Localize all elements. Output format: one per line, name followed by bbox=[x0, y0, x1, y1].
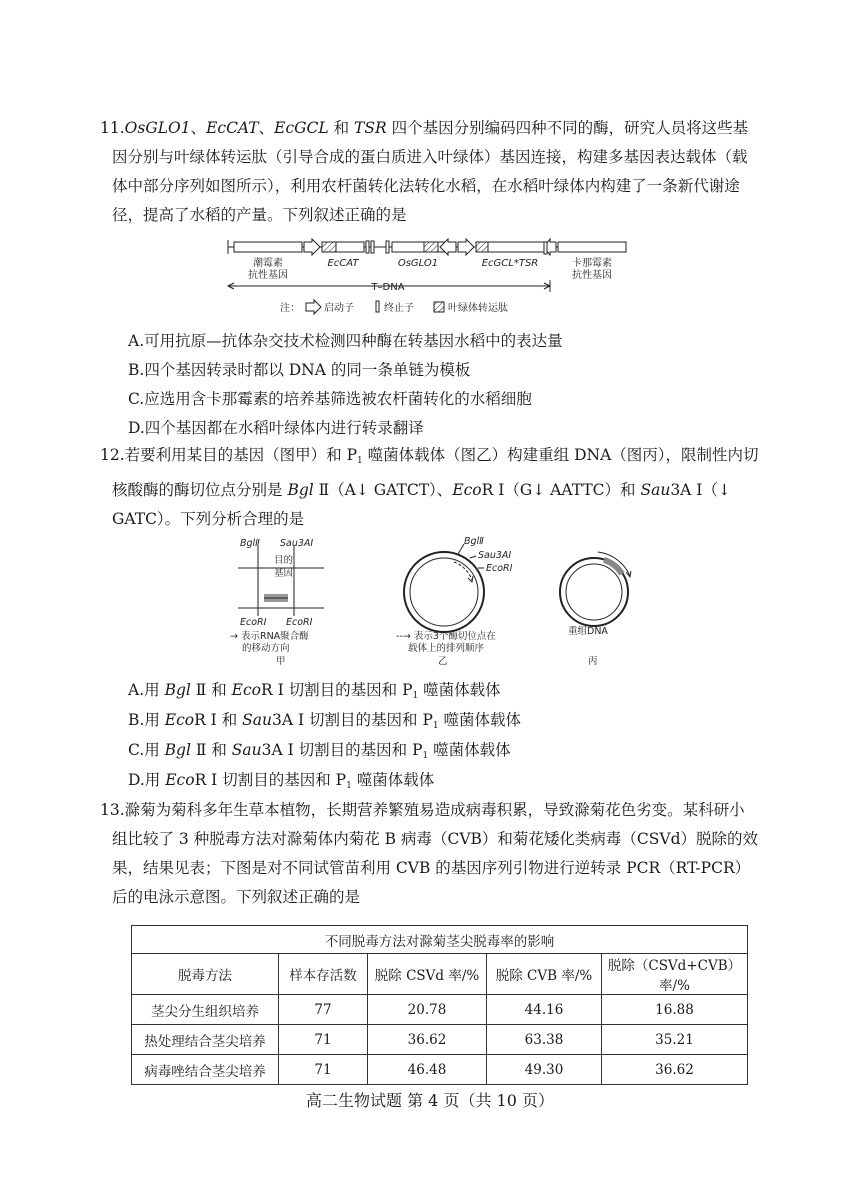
jia-caption: 甲 bbox=[276, 656, 286, 667]
table-caption-row bbox=[132, 926, 748, 954]
gene-name: TSR bbox=[354, 119, 387, 137]
vector-diagram bbox=[220, 236, 640, 316]
table-cell: 71 bbox=[279, 1025, 368, 1055]
table-header: 脱除 CVB 率/% bbox=[487, 954, 602, 995]
option-text: Ⅱ 和 bbox=[190, 741, 232, 759]
gene-name: EcGCL bbox=[274, 119, 329, 137]
question-number: 13. bbox=[100, 801, 125, 819]
option-text: R Ⅰ 和 bbox=[194, 711, 243, 729]
table-header-row bbox=[132, 954, 748, 995]
option-text: R Ⅰ 切割目的基因和 P bbox=[261, 681, 413, 699]
separator: 、 bbox=[258, 119, 275, 137]
option-text: Ⅱ 和 bbox=[190, 681, 232, 699]
question-number: 12. bbox=[100, 446, 125, 464]
conjunction: 和 bbox=[328, 119, 355, 137]
enzyme-name: Sau bbox=[640, 481, 671, 499]
question-text: ↓ GATCT）、 bbox=[355, 481, 453, 499]
option-text: 3A Ⅰ 切割目的基因和 P bbox=[261, 741, 423, 759]
question-text: ↓ GATC）。下列分析合理的是 bbox=[112, 481, 731, 528]
jia-gene-label-1: 目的 bbox=[274, 555, 294, 566]
osGLO1-label: OsGLO1 bbox=[397, 258, 439, 269]
question-text: 噬菌体载体（图乙）构建重组 DNA（图丙），限制性内切核酸酶的酶切位点分别是 bbox=[112, 446, 759, 499]
option-text: 噬菌体载体 bbox=[418, 681, 501, 699]
enzyme-name: Eco bbox=[452, 481, 482, 499]
enzyme-name: Sau bbox=[242, 711, 272, 729]
table-cell: 茎尖分生组织培养 bbox=[132, 995, 279, 1025]
separator: 、 bbox=[190, 119, 207, 137]
table-cell: 病毒唑结合茎尖培养 bbox=[132, 1055, 279, 1085]
option-text: 噬菌体载体 bbox=[428, 741, 511, 759]
option-text: 噬菌体载体 bbox=[351, 771, 435, 789]
jia-eco-label-2: EcoRⅠ bbox=[286, 617, 313, 628]
enzyme-name: Sau bbox=[231, 741, 262, 759]
table-header: 样本存活数 bbox=[279, 954, 368, 995]
enzyme-name: Bgl bbox=[164, 741, 191, 759]
table-cell: 热处理结合茎尖培养 bbox=[132, 1025, 279, 1055]
option-b: B.四个基因转录时都以 DNA 的同一条单链为模板 bbox=[128, 361, 471, 379]
question-11 bbox=[100, 114, 760, 230]
table-header: 脱除 CSVd 率/% bbox=[368, 954, 487, 995]
yi-eco-label: EcoRⅠ bbox=[486, 563, 513, 574]
table-cell: 63.38 bbox=[487, 1025, 602, 1055]
table-cell: 16.88 bbox=[602, 995, 748, 1025]
enzyme-name: Bgl bbox=[287, 481, 314, 499]
yi-note-2: 载体上的排列顺序 bbox=[408, 643, 485, 654]
table-cell: 35.21 bbox=[602, 1025, 748, 1055]
tdna-label: T–DNA bbox=[371, 282, 405, 293]
promoter-icon bbox=[306, 300, 321, 314]
table-header: 脱毒方法 bbox=[132, 954, 279, 995]
option-text: 3A Ⅰ 切割目的基因和 P bbox=[272, 711, 433, 729]
table-cell: 20.78 bbox=[368, 995, 487, 1025]
legend-promoter: 启动子 bbox=[324, 303, 354, 314]
kan-label-1: 卡那霉素 bbox=[572, 258, 612, 269]
table-cell: 36.62 bbox=[602, 1055, 748, 1085]
option-a: A.可用抗原—抗体杂交技术检测四种酶在转基因水稻中的表达量 bbox=[128, 332, 563, 350]
question-text: 3A Ⅰ（ bbox=[670, 481, 718, 499]
table-row bbox=[132, 1025, 748, 1055]
bing-caption: 丙 bbox=[588, 656, 598, 667]
hyg-label-1: 潮霉素 bbox=[253, 258, 283, 269]
question-text: 四个基因分别编码四种不同的酶，研究人员将这些基因分别与叶绿体转运肽（引导合成的蛋白质进入叶绿体）基因连接，构建多基因表达载体（载体中部分序列如图所示），利用农杆菌转化法转化水稻，在水稻叶绿体内构建了一条新代谢途径，提高了水稻的产量。下列叙述正确的是 bbox=[112, 119, 749, 224]
option-d: D.四个基因都在水稻叶绿体内进行转录翻译 bbox=[128, 419, 424, 437]
option-text: R Ⅰ 切割目的基因和 P bbox=[194, 771, 347, 789]
yi-bgl-label: BglⅡ bbox=[464, 536, 484, 547]
legend-terminator: 终止子 bbox=[384, 303, 414, 314]
jia-gene-label-2: 基因 bbox=[274, 568, 294, 579]
option-text: 噬菌体载体 bbox=[438, 711, 522, 729]
legend-prefix: 注： bbox=[280, 303, 300, 314]
transit-peptide-icon bbox=[434, 302, 444, 312]
table-row bbox=[132, 1055, 748, 1085]
question-text: ↓ AATTC）和 bbox=[532, 481, 641, 499]
subscript: 1 bbox=[422, 751, 429, 761]
ecCAT-label: EcCAT bbox=[327, 258, 359, 269]
table-cell: 46.48 bbox=[368, 1055, 487, 1085]
option-a bbox=[128, 678, 501, 708]
subscript: 1 bbox=[346, 781, 352, 791]
question-12 bbox=[100, 441, 760, 534]
option-text: D.用 bbox=[128, 771, 166, 789]
jia-eco-label-1: EcoRⅠ bbox=[240, 617, 267, 628]
option-d bbox=[128, 768, 434, 798]
table-cell: 71 bbox=[279, 1055, 368, 1085]
kan-label-2: 抗性基因 bbox=[572, 270, 612, 281]
option-c: C.应选用含卡那霉素的培养基筛选被农杆菌转化的水稻细胞 bbox=[128, 390, 532, 408]
bing-label: 重组DNA bbox=[568, 626, 608, 637]
enzyme-name: Eco bbox=[231, 681, 261, 699]
results-table bbox=[131, 925, 748, 1085]
table-caption: 不同脱毒方法对滁菊茎尖脱毒率的影响 bbox=[132, 926, 748, 954]
option-c bbox=[128, 738, 511, 768]
yi-caption: 乙 bbox=[438, 656, 448, 667]
subscript: 1 bbox=[432, 721, 439, 731]
question-text: 滁菊为菊科多年生草本植物，长期营养繁殖易造成病毒积累，导致滁菊花色劣变。某科研小组比较了 3 种脱毒方法对滁菊体内菊花 B 病毒（CVB）和菊花矮化类病毒（CSVd）脱除的效果，结果见表；下图是对不同试管苗利用 CVB 的基因序列引物进行逆转录 PCR（RT-PCR）后的电泳示意图。下列叙述正确的是 bbox=[112, 801, 758, 906]
table-cell: 77 bbox=[279, 995, 368, 1025]
question-13 bbox=[100, 796, 760, 912]
yi-sau-label: Sau3AⅠ bbox=[478, 550, 512, 561]
enzyme-name: Bgl bbox=[164, 681, 191, 699]
jia-note-2: 的移动方向 bbox=[242, 643, 290, 654]
jia-bgl-label: BglⅡ bbox=[240, 538, 260, 549]
table-cell: 49.30 bbox=[487, 1055, 602, 1085]
table-row bbox=[132, 995, 748, 1025]
table-cell: 36.62 bbox=[368, 1025, 487, 1055]
table-header: 脱除（CSVd+CVB）率/% bbox=[602, 954, 748, 995]
enzyme-name: Eco bbox=[164, 711, 195, 729]
subscript: 1 bbox=[412, 691, 419, 701]
option-text: C.用 bbox=[128, 741, 165, 759]
option-text: A.用 bbox=[128, 681, 165, 699]
question-text: R Ⅰ（G bbox=[481, 481, 533, 499]
question-text: Ⅱ（A bbox=[313, 481, 356, 499]
page-footer: 高二生物试题 第 4 页（共 10 页） bbox=[306, 1091, 554, 1110]
gene-name: OsGLO1 bbox=[124, 119, 191, 137]
jia-sau-label: Sau3AⅠ bbox=[280, 538, 314, 549]
enzyme-name: Eco bbox=[165, 771, 195, 789]
terminator-icon bbox=[376, 301, 379, 312]
table-cell: 44.16 bbox=[487, 995, 602, 1025]
gene-name: EcCAT bbox=[206, 119, 259, 137]
legend-transit: 叶绿体转运肽 bbox=[448, 303, 508, 314]
jia-note-1: → 表示RNA聚合酶 bbox=[230, 631, 309, 642]
ecGCL-TSR-label: EcGCL*TSR bbox=[481, 258, 539, 269]
q12-figure bbox=[228, 536, 648, 668]
option-text: B.用 bbox=[128, 711, 165, 729]
subscript: 1 bbox=[357, 456, 363, 466]
hyg-label-2: 抗性基因 bbox=[248, 270, 288, 281]
option-b bbox=[128, 708, 521, 738]
question-number: 11. bbox=[100, 119, 125, 137]
yi-note-1: --→ 表示3个酶切位点在 bbox=[396, 631, 496, 642]
question-text: 若要利用某目的基因（图甲）和 P bbox=[124, 446, 358, 464]
